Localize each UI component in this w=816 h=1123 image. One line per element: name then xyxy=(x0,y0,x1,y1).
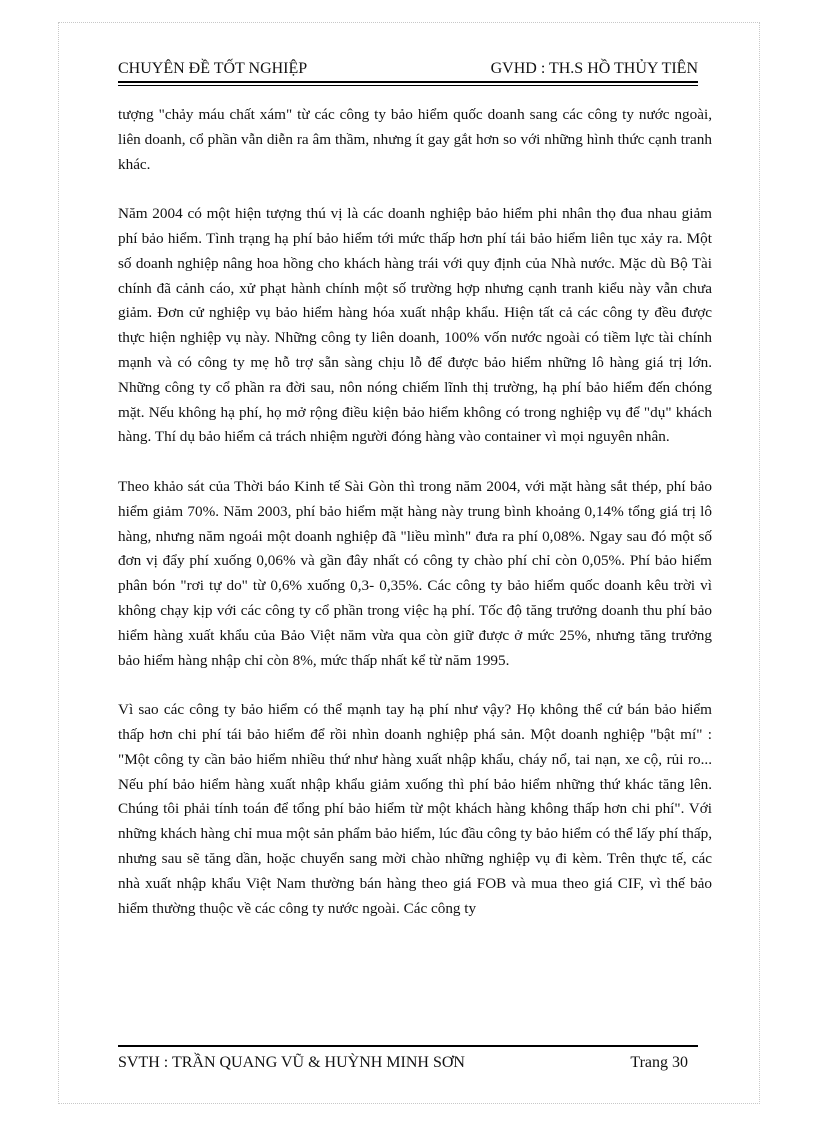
header-right: GVHD : TH.S HỒ THỦY TIÊN xyxy=(490,60,698,77)
page-number: Trang 30 xyxy=(630,1054,688,1071)
page-header xyxy=(118,52,698,83)
paragraph: Theo khảo sát của Thời báo Kinh tế Sài Gòn thì trong năm 2004, với mặt hàng sắt thép, phí bảo hiểm giảm 70%. Năm 2003, phí bảo hiểm mặt hàng này trung bình khoảng 0,14% tổng giá trị lô hàng, nhưng năm ngoái một doanh nghiệp đã "liều mình" đưa ra phí 0,08%. Ngay sau đó một số đơn vị đẩy phí xuống 0,06% và gần đây nhất có công ty chào phí chỉ còn 0,05%. Phí bảo hiểm phân bón "rơi tự do" từ 0,6% xuống 0,3- 0,35%. Các công ty bảo hiểm quốc doanh kêu trời vì không chạy kịp với các công ty cổ phần trong việc hạ phí. Tốc độ tăng trưởng doanh thu phí bảo hiểm hàng xuất khẩu của Bảo Việt năm vừa qua còn giữ được ở mức 25%, nhưng tăng trưởng bảo hiểm hàng nhập chỉ còn 8%, mức thấp nhất kể từ năm 1995. xyxy=(118,477,712,669)
header-left: CHUYÊN ĐỀ TỐT NGHIỆP xyxy=(118,60,308,77)
footer-left: SVTH : TRẦN QUANG VŨ & HUỲNH MINH SƠN xyxy=(118,1054,465,1071)
paragraph: Năm 2004 có một hiện tượng thú vị là các doanh nghiệp bảo hiểm phi nhân thọ đua nhau giảm phí bảo hiểm. Tình trạng hạ phí bảo hiểm tới mức thấp hơn phí tái bảo hiểm liên tục xảy ra. Một số doanh nghiệp nâng hoa hồng cho khách hàng trái với quy định của Nhà nước. Mặc dù Bộ Tài chính đã cảnh cáo, xử phạt hành chính một số trường hợp nhưng cạnh tranh kiểu này vẫn chưa giảm. Đơn cử nghiệp vụ bảo hiểm hàng hóa xuất nhập khẩu. Hiện tất cả các công ty đều được thực hiện nghiệp vụ này. Những công ty liên doanh, 100% vốn nước ngoài có tiềm lực tài chính mạnh và có công ty mẹ hỗ trợ sẵn sàng chịu lỗ để được bảo hiểm những lô hàng giá trị lớn. Những công ty cổ phần ra đời sau, nôn nóng chiếm lĩnh thị trường, hạ phí bảo hiểm đến chóng mặt. Nếu không hạ phí, họ mở rộng điều kiện bảo hiểm không có trong nghiệp vụ để "dụ" khách hàng. Thí dụ bảo hiểm cả trách nhiệm người đóng hàng vào container vì mọi nguyên nhân. xyxy=(118,205,712,446)
paragraph: Vì sao các công ty bảo hiểm có thể mạnh tay hạ phí như vậy? Họ không thể cứ bán bảo hiểm thấp hơn chi phí tái bảo hiểm để rồi nhìn doanh nghiệp phá sản. Một doanh nghiệp "bật mí" : "Một công ty cần bảo hiểm nhiều thứ như hàng xuất nhập khẩu, cháy nổ, tai nạn, xe cộ, rủi ro... Nếu phí bảo hiểm hàng xuất nhập khẩu giảm xuống thì phí bảo hiểm những thứ khác tăng lên. Chúng tôi phải tính toán để tổng phí bảo hiểm từ một khách hàng không thấp hơn chi phí". Với những khách hàng chỉ mua một sản phẩm bảo hiểm, lúc đầu công ty bảo hiểm có thể lấy phí thấp, nhưng sau sẽ tăng dần, hoặc chuyển sang mời chào những nghiệp vụ đi kèm. Trên thực tế, các nhà xuất nhập khẩu Việt Nam thường bán hàng theo giá FOB và mua theo giá CIF, vì thế bảo hiểm thường thuộc về các công ty nước ngoài. Các công ty xyxy=(118,701,712,917)
page-footer xyxy=(118,1045,698,1075)
body-text xyxy=(118,103,712,946)
paragraph: tượng "chảy máu chất xám" từ các công ty bảo hiểm quốc doanh sang các công ty nước ngoài, liên doanh, cổ phần vẫn diễn ra âm thầm, nhưng ít gay gắt hơn so với những hình thức cạnh tranh khác. xyxy=(118,106,712,173)
